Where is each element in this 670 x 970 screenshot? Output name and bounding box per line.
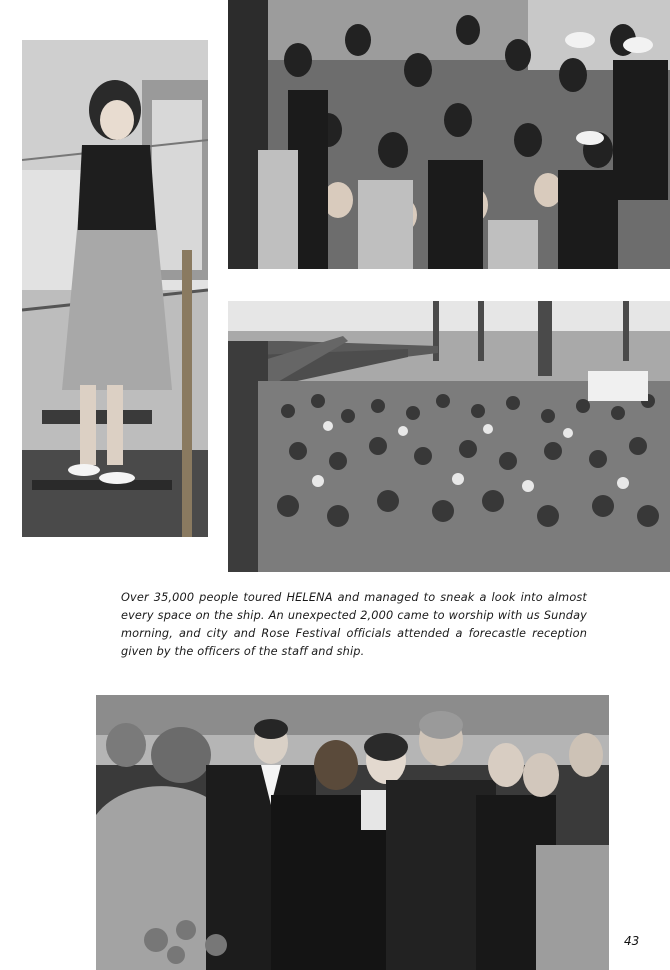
photo-forecastle-reception	[96, 695, 609, 970]
photo-caption: Over 35,000 people toured HELENA and managed to sneak a look into almost every space on the ship. An unexpected 2,000 came to worship with us Sunday morning, and city and Rose Festival officials attended a forecastle reception given by the officers of the staff and ship.	[121, 591, 587, 658]
photo-forecastle-reception-image	[96, 695, 609, 970]
photo-crowd-with-sailors-image	[228, 0, 670, 269]
photo-crowd-on-deck	[228, 301, 670, 572]
photo-woman-on-ladder	[22, 40, 208, 537]
photo-crowd-on-deck-image	[228, 301, 670, 572]
page-number: 43	[624, 934, 640, 948]
photo-crowd-with-sailors	[228, 0, 670, 269]
photo-woman-on-ladder-image	[22, 40, 208, 537]
